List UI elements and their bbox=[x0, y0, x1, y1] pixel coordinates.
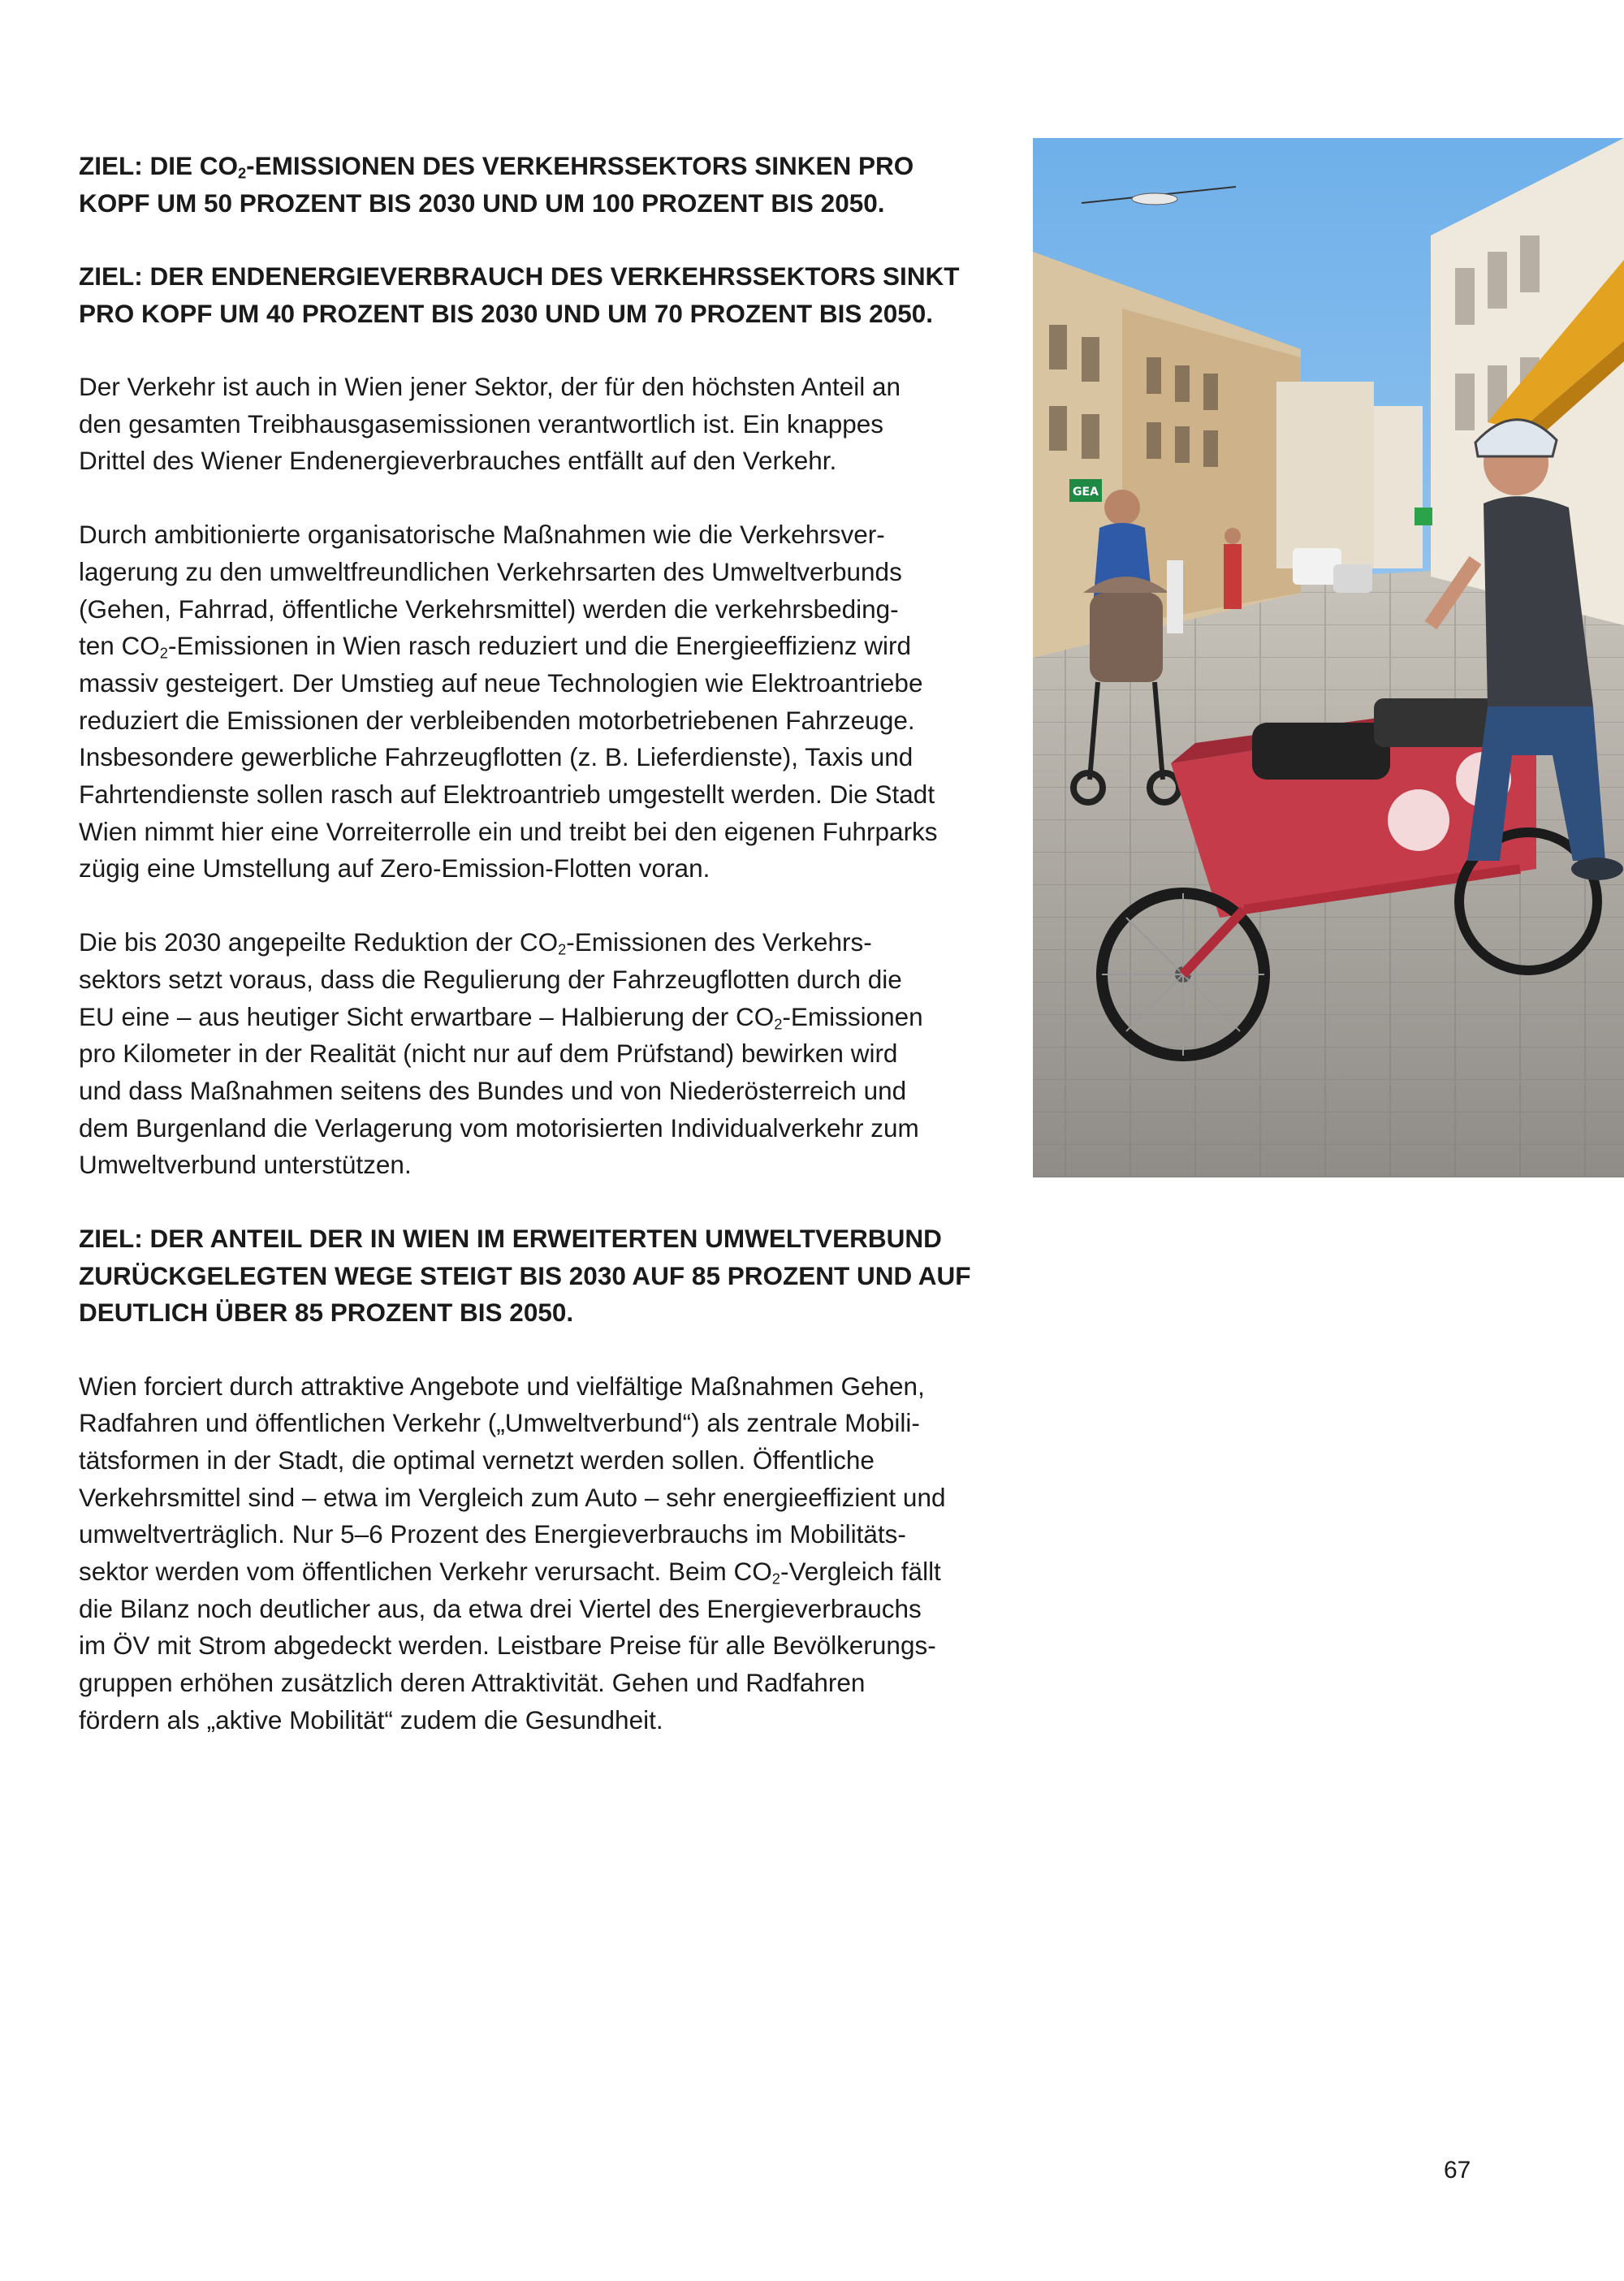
text-line: lagerung zu den umweltfreundlichen Verkehrsarten des Umweltverbunds bbox=[79, 556, 902, 586]
text-line: sektor werden vom öffentlichen Verkehr verursacht. Beim $CO_2$-Vergleich fällt bbox=[79, 1557, 941, 1588]
page-number: 67 bbox=[1444, 2157, 1471, 2184]
goal-line: ZURÜCKGELEGTEN WEGE STEIGT BIS 2030 AUF 85 PROZENT UND AUF bbox=[79, 1260, 971, 1290]
goal-line: ZIEL: DER ENDENERGIEVERBRAUCH DES VERKEHRSSEKTORS SINKT bbox=[79, 261, 960, 291]
text-line: Durch ambitionierte organisatorische Maßnahmen wie die Verkehrsver- bbox=[79, 520, 885, 550]
text-line: massiv gesteigert. Der Umstieg auf neue Technologien wie Elektroantriebe bbox=[79, 667, 923, 698]
goal-line: PRO KOPF UM 40 PROZENT BIS 2030 UND UM 70 PROZENT BIS 2050. bbox=[79, 298, 934, 328]
text-line: Wien nimmt hier eine Vorreiterrolle ein und treibt bei den eigenen Fuhrparks bbox=[79, 816, 938, 846]
text-line: (Gehen, Fahrrad, öffentliche Verkehrsmittel) werden die verkehrsbeding- bbox=[79, 594, 899, 624]
text-line: die Bilanz noch deutlicher aus, da etwa drei Viertel des Energieverbrauchs bbox=[79, 1593, 922, 1623]
goal-line: KOPF UM 50 PROZENT BIS 2030 UND UM 100 PROZENT BIS 2050. bbox=[79, 188, 885, 218]
text-line: reduziert die Emissionen der verbleibenden motorbetriebenen Fahrzeuge. bbox=[79, 705, 915, 735]
text-line: Der Verkehr ist auch in Wien jener Sektor, der für den höchsten Anteil an bbox=[79, 372, 901, 401]
text-line: tätsformen in der Stadt, die optimal vernetzt werden sollen. Öffentliche bbox=[79, 1445, 875, 1475]
text-line: den gesamten Treibhausgasemissionen verantwortlich ist. Ein knappes bbox=[79, 408, 884, 438]
text-line: Insbesondere gewerbliche Fahrzeugflotten (z. B. Lieferdienste), Taxis und bbox=[79, 742, 914, 772]
text-line: Die bis 2030 angepeilte Reduktion der $CO_2$-Emissionen des Verkehrs- bbox=[79, 927, 872, 958]
text-line: Fahrtendienste sollen rasch auf Elektroantrieb umgestellt werden. Die Stadt bbox=[79, 780, 935, 810]
paragraph-umweltverbund bbox=[79, 1368, 1004, 1739]
text-line: EU eine – aus heutiger Sicht erwartbare – Halbierung der $CO_2$-Emissionen bbox=[79, 1001, 923, 1033]
text-line: Radfahren und öffentlichen Verkehr („Umweltverbund“) als zentrale Mobili- bbox=[79, 1408, 920, 1438]
goal-line: DEUTLICH ÜBER 85 PROZENT BIS 2050. bbox=[79, 1298, 574, 1328]
text-line: Wien forciert durch attraktive Angebote und vielfältige Maßnahmen Gehen, bbox=[79, 1371, 925, 1401]
text-line: Umweltverbund unterstützen. bbox=[79, 1150, 412, 1180]
text-column bbox=[79, 148, 1004, 1776]
text-line: Drittel des Wiener Endenergieverbrauches entfällt auf den Verkehr. bbox=[79, 446, 837, 476]
goal-heading-co2 bbox=[79, 148, 1004, 222]
text-line: fördern als „aktive Mobilität“ zudem die Gesundheit. bbox=[79, 1704, 663, 1735]
text-line: sektors setzt voraus, dass die Regulierung der Fahrzeugflotten durch die bbox=[79, 964, 902, 994]
paragraph-measures bbox=[79, 516, 1004, 888]
goal-heading-modal-split bbox=[79, 1220, 1004, 1332]
goal-line: ZIEL: DER ANTEIL DER IN WIEN IM ERWEITERTEN UMWELTVERBUND bbox=[79, 1224, 942, 1254]
text-line: pro Kilometer in der Realität (nicht nur auf dem Prüfstand) bewirken wird bbox=[79, 1039, 898, 1069]
text-line: dem Burgenland die Verlagerung vom motorisierten Individualverkehr zum bbox=[79, 1112, 919, 1143]
text-line: ten $CO_2$-Emissionen in Wien rasch reduziert und die Energieeffizienz wird bbox=[79, 631, 912, 662]
paragraph-traffic-share bbox=[79, 369, 1004, 480]
goal-heading-energy bbox=[79, 258, 1004, 332]
text-line: gruppen erhöhen zusätzlich deren Attraktivität. Gehen und Radfahren bbox=[79, 1668, 866, 1698]
text-line: umweltverträglich. Nur 5–6 Prozent des Energieverbrauchs im Mobilitäts- bbox=[79, 1519, 906, 1549]
goal-line: ZIEL: DIE $CO_2$-EMISSIONEN DES VERKEHRSSEKTORS SINKEN PRO bbox=[79, 151, 914, 182]
text-line: zügig eine Umstellung auf Zero-Emission-Flotten voran. bbox=[79, 853, 710, 883]
text-line: im ÖV mit Strom abgedeckt werden. Leistbare Preise für alle Bevölkerungs- bbox=[79, 1631, 936, 1661]
text-line: Verkehrsmittel sind – etwa im Vergleich zum Auto – sehr energieeffizient und bbox=[79, 1482, 946, 1512]
gea-sign-text: GEA bbox=[1073, 486, 1099, 499]
text-line: und dass Maßnahmen seitens des Bundes und von Niederösterreich und bbox=[79, 1075, 907, 1105]
paragraph-reduction bbox=[79, 924, 1004, 1184]
street-cargo-bike-photo bbox=[1033, 138, 1624, 1177]
